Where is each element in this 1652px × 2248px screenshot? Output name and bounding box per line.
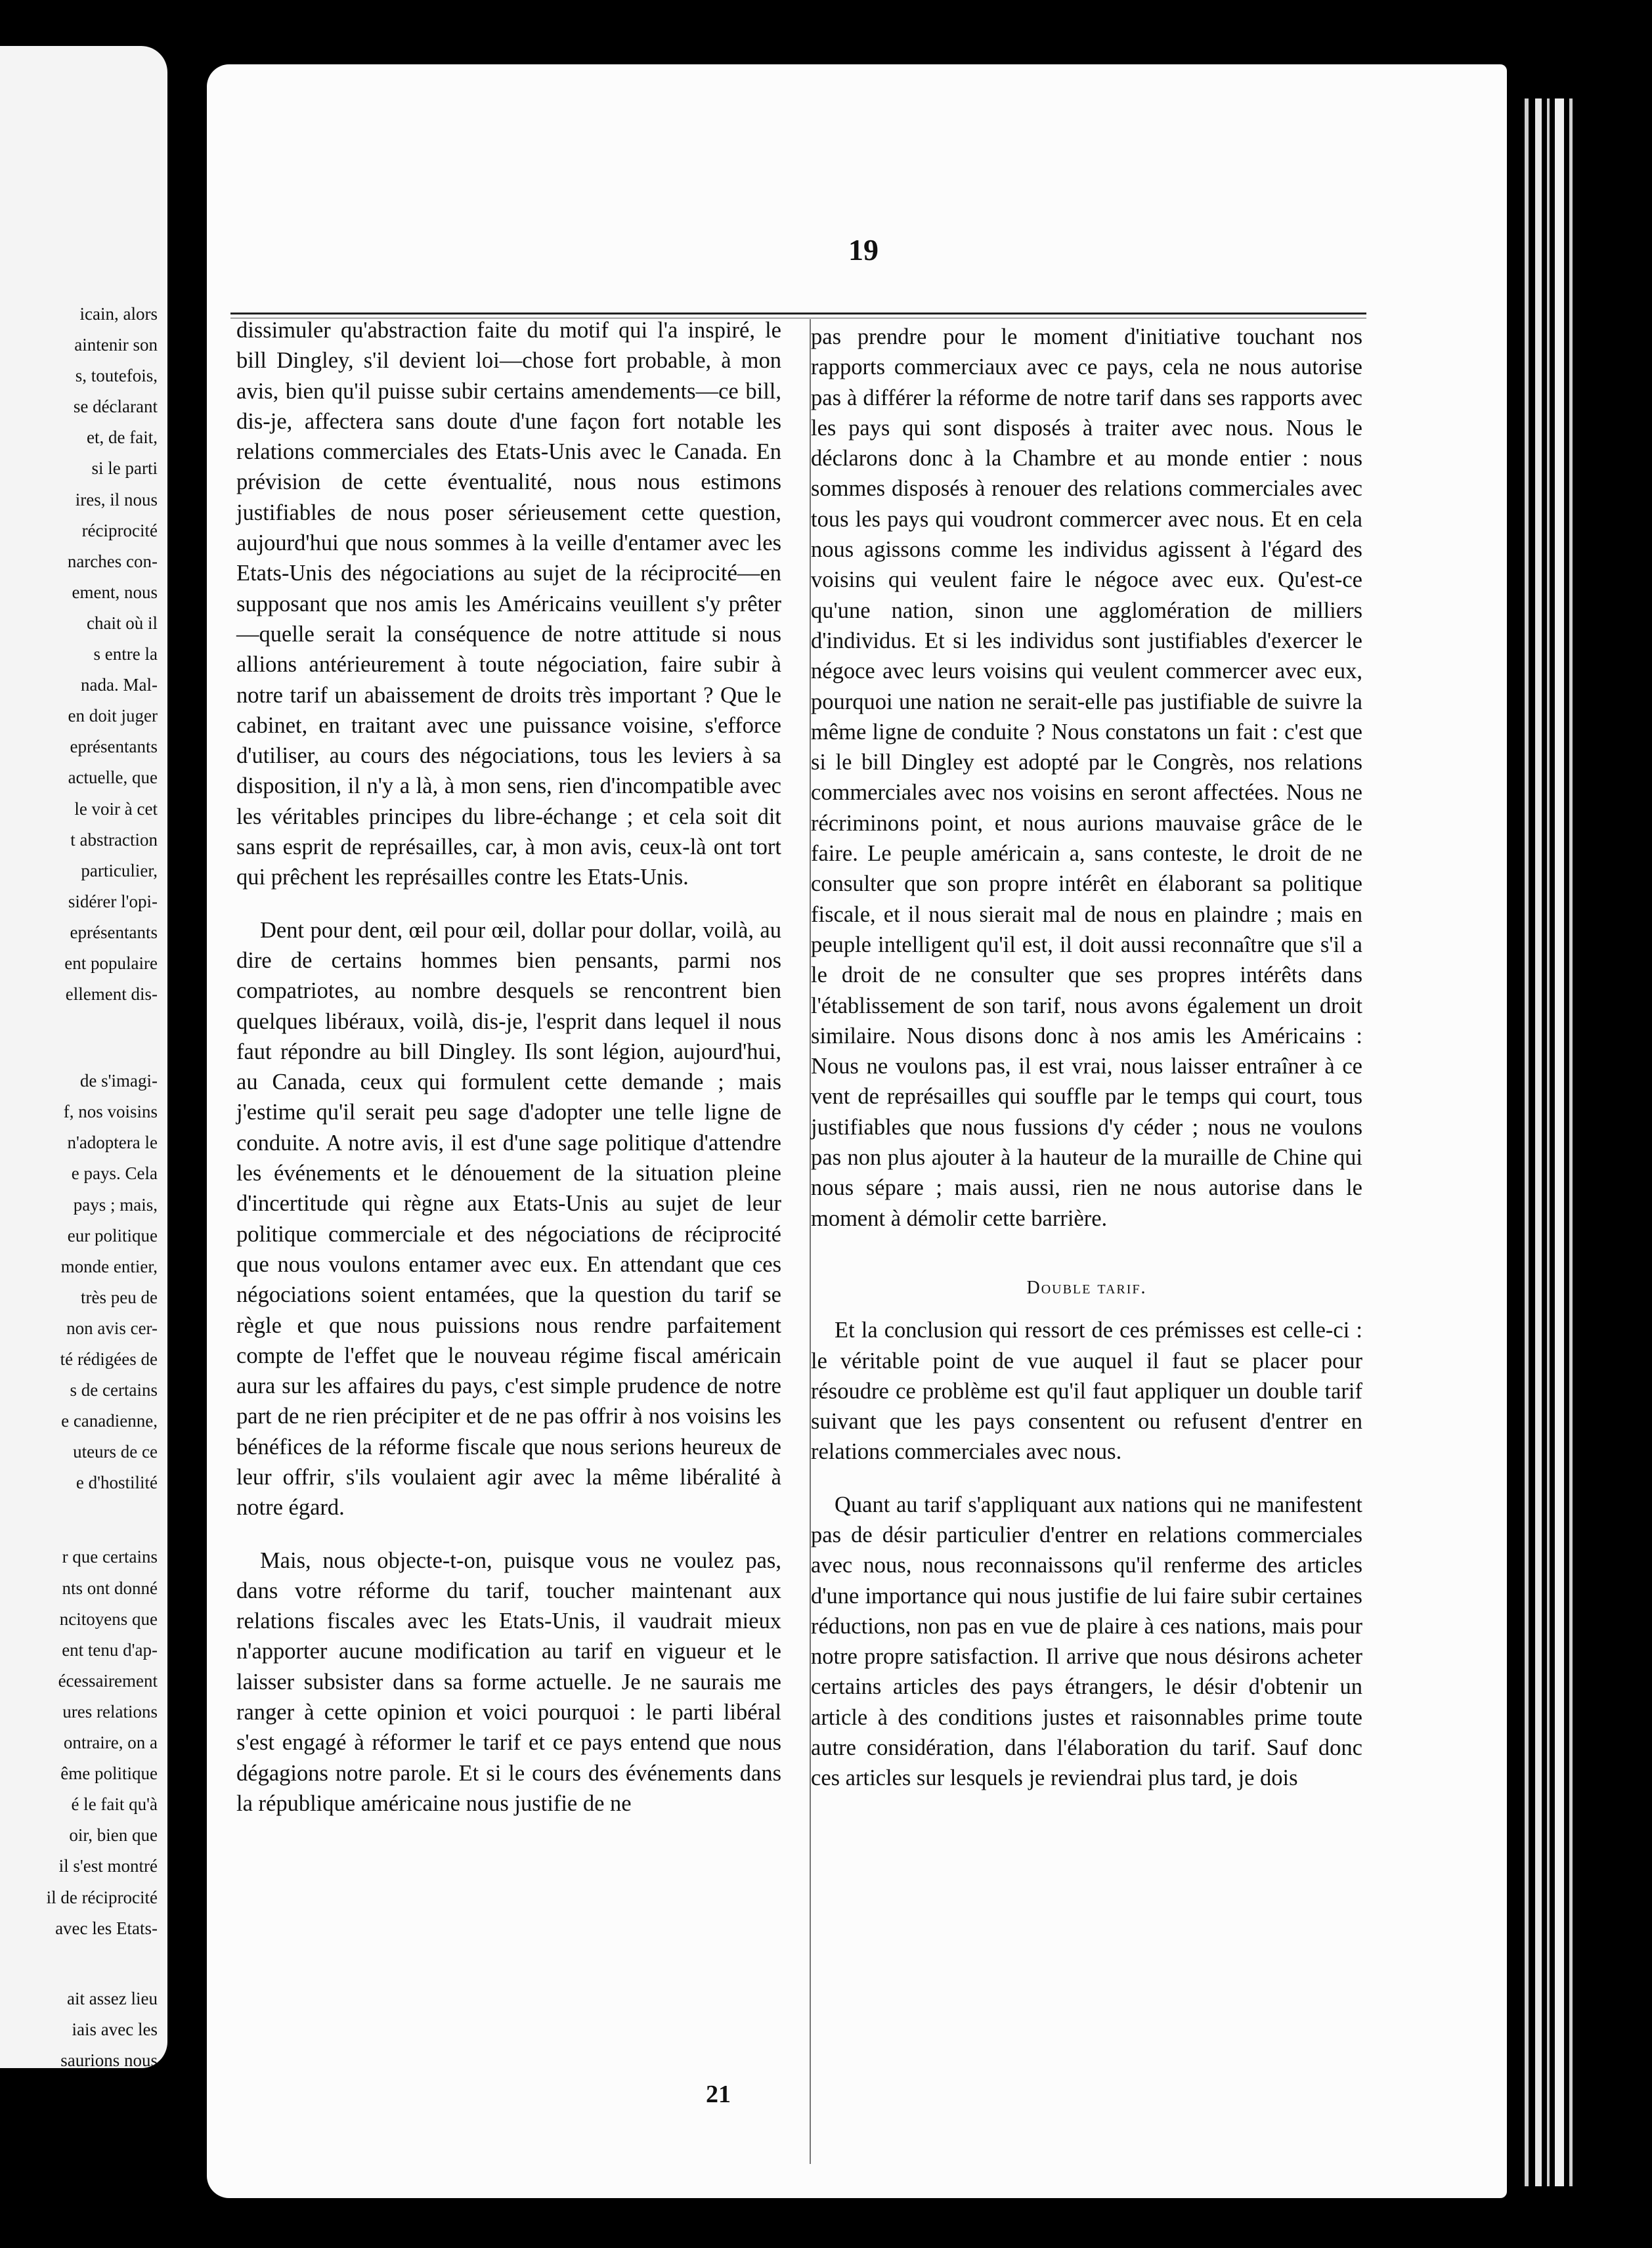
page-number: 19 xyxy=(848,233,879,267)
previous-page-line: oir, bien que xyxy=(69,1825,158,1846)
previous-page-line: chait où il xyxy=(87,613,158,633)
previous-page-line: nada. Mal- xyxy=(81,675,158,695)
previous-page-fragment xyxy=(0,46,167,2068)
paragraph: Et la conclusion qui ressort de ces prémisses est celle-ci : le véritable point de vue auquel il faut se placer pour résoudre ce problème est qu'il faut appliquer un double tarif suivant que les pays consentent ou refusent d'entrer en relations commerciales avec nous. xyxy=(811,1318,1362,1465)
previous-page-line: ellement dis- xyxy=(65,984,158,1005)
previous-page-line: n'adoptera le xyxy=(67,1133,158,1153)
previous-page-line: ontraire, on a xyxy=(63,1733,158,1753)
previous-page-line: ait assez lieu xyxy=(67,1988,158,2008)
previous-page-line: réciprocité xyxy=(81,520,158,540)
previous-page-line: iais avec les xyxy=(72,2019,158,2039)
previous-page-text xyxy=(0,299,164,2068)
previous-page-line: s entre la xyxy=(93,644,158,664)
page-edge-line xyxy=(1525,98,1529,2186)
previous-page-line: uteurs de ce xyxy=(73,1442,158,1462)
page-edge-line xyxy=(1569,98,1573,2186)
previous-page-line: ement, nous xyxy=(72,582,158,602)
previous-page-line: t abstraction xyxy=(70,829,158,850)
previous-page-line: et, de fait, xyxy=(87,427,158,448)
previous-page-line: écessairement xyxy=(58,1670,158,1691)
right-column xyxy=(811,322,1362,1794)
previous-page-line: narches con- xyxy=(67,551,158,571)
paragraph: pas prendre pour le moment d'initiative touchant nos rapports commerciaux avec ce pays, cela ne nous autorise pas à différer la réforme de notre tarif dans ses rapports avec les pays qui sont disposés à traiter avec nous. Nous le déclarons donc à la Chambre et au monde entier : nous sommes disposés à renouer des relations commerciales avec tous les pays qui voudront commercer avec nous. Et en cela nous agissons comme les individus agissent à l'égard des voisins qui veulent faire le négoce avec eux. Qu'est-ce qu'une nation, sinon une agglomération de milliers d'individus. Et si les individus sont justifiables d'exercer le négoce avec leurs voisins qui veulent commercer avec eux, pourquoi une nation ne serait-elle pas justifiable de suivre la même ligne de conduite ? Nous constatons un fait : c'est que si le bill Dingley est adopté par le Congrès, nos relations commerciales avec nos voisins en seront affectées. Nous ne récriminons point, et nous aurions mauvaise grâce de le faire. Le peuple américain a, sans conteste, le droit de ne consulter que son propre intérêt en élaborant sa politique fiscale, et il nous sierait mal de nous en plaindre ; mais en peuple intelligent qu'il est, il doit aussi reconnaître que s'il a le droit de ne consulter que ses propres intérêts dans l'établissement de son tarif, nous avons également un droit similaire. Nous disons donc à nos amis les Américains : Nous ne voulons pas, il est vrai, nous laisser entraîner à ce vent de représailles qui souffle par le temps qui court, tous justifiables que nous fussions d'y céder ; nous ne voulons pas non plus ajouter à la hauteur de la muraille de Chine qui nous sépare ; mais aussi, rien ne nous autorise dans le moment à démolir cette barrière. xyxy=(811,324,1362,1231)
previous-page-line: de s'imagi- xyxy=(79,1071,158,1091)
previous-page-line: f, nos voisins xyxy=(63,1102,158,1122)
section-heading: Double tarif. xyxy=(1026,1277,1147,1298)
previous-page-line: monde entier, xyxy=(60,1256,158,1276)
page-edge-line xyxy=(1547,98,1550,2186)
paragraph: Quant au tarif s'appliquant aux nations qui ne manifestent pas de désir particulier d'entrer en relations commerciales avec nous, nous reconnaissons qu'il renferme des articles d'une importance qui nous justifie de lui faire subir certaines réductions, non pas en vue de plaire à ces nations, mais pour notre propre satisfaction. Il arrive que nous désirons acheter certains articles des pays étrangers, le désir d'obtenir un article à des conditions justes et raisonnables prime toute autre considération, dans l'élaboration du tarif. Sauf donc ces articles sur lesquels je reviendrai plus tard, je dois xyxy=(811,1492,1362,1791)
previous-page-line: sidérer l'opi- xyxy=(68,891,158,911)
previous-page-line: s de certains xyxy=(70,1380,158,1400)
previous-page-line: s, toutefois, xyxy=(75,366,158,386)
previous-page-line: saurions nous xyxy=(60,2050,158,2068)
previous-page-line: é le fait qu'à xyxy=(71,1794,158,1815)
signature-mark: 21 xyxy=(706,2081,731,2108)
previous-page-line: ent tenu d'ap- xyxy=(62,1639,158,1660)
previous-page-line: ncitoyens que xyxy=(59,1609,158,1629)
previous-page-line: non avis cer- xyxy=(66,1318,158,1338)
previous-page-line: le voir à cet xyxy=(74,798,158,819)
left-column xyxy=(236,315,781,1819)
paragraph: Mais, nous objecte-t-on, puisque vous ne voulez pas, dans votre réforme du tarif, toucher maintenant aux relations fiscales avec les Etats-Unis, il vaudrait mieux n'apporter aucune modification au tarif en vigueur et le laisser subsister dans sa forme actuelle. Je ne saurais me ranger à cette opinion et voici pourquoi : le parti libéral s'est engagé à réformer le tarif et ce pays entend que nous dégagions notre parole. Et si le cours des événements dans la république américaine nous justifie de ne xyxy=(236,1547,781,1816)
previous-page-line: ires, il nous xyxy=(75,489,158,509)
book-edge xyxy=(1510,98,1652,2199)
page-edge-line xyxy=(1555,98,1564,2186)
previous-page-line: e canadienne, xyxy=(61,1411,158,1431)
previous-page-line: eprésentants xyxy=(70,922,158,942)
previous-page-line: eur politique xyxy=(67,1225,158,1245)
header-rule xyxy=(230,313,1366,314)
previous-page-line: icain, alors xyxy=(79,304,158,324)
previous-page-line: particulier, xyxy=(81,860,158,880)
previous-page-line: très peu de xyxy=(81,1287,158,1307)
previous-page-line: ures relations xyxy=(62,1701,158,1721)
previous-page-line: ême politique xyxy=(60,1763,158,1784)
previous-page-line: il de réciprocité xyxy=(46,1887,158,1907)
previous-page-line: il s'est montré xyxy=(58,1856,158,1876)
previous-page-line: eprésentants xyxy=(70,737,158,757)
previous-page-line: aintenir son xyxy=(74,335,158,355)
previous-page-line: té rédigées de xyxy=(60,1349,158,1369)
previous-page-line: actuelle, que xyxy=(68,767,158,788)
previous-page-line: se déclarant xyxy=(73,397,158,417)
previous-page-line: en doit juger xyxy=(68,706,158,726)
document-page xyxy=(207,64,1507,2198)
page-edge-line xyxy=(1535,98,1542,2186)
paragraph: dissimuler qu'abstraction faite du motif qui l'a inspiré, le bill Dingley, s'il devient loi—chose fort probable, à mon avis, bien qu'il puisse subir certains amendements—ce bill, dis-je, affectera sans doute d'une façon fort notable les relations commerciales des Etats-Unis avec le Canada. En prévision de cette éventualité, nous nous estimons justifiables de nous poser sérieusement cette question, aujourd'hui que nous sommes à la veille d'entamer avec les Etats-Unis des négociations au sujet de la réciprocité—en supposant que nos amis les Américains veuillent s'y prêter—quelle serait la conséquence de notre attitude si nous allions antérieurement à toute négociation, faire subir à notre tarif un abaissement de droits très important ? Que le cabinet, en traitant avec une puissance voisine, s'efforce d'utiliser, au cours des négociations, tous les leviers à sa disposition, il n'y a là, à mon sens, rien d'incompatible avec les véritables principes du libre-échange ; et cela soit dit sans esprit de représailles, car, à mon avis, ceux-là ont tort qui prêchent les représailles contre les Etats-Unis. xyxy=(236,318,781,890)
previous-page-line: si le parti xyxy=(91,458,158,479)
paragraph: Dent pour dent, œil pour œil, dollar pour dollar, voilà, au dire de certains hommes bien pensants, parmi nos compatriotes, au nombre desquels se rencontrent bien quelques libéraux, voilà, dis-je, l'esprit dans lequel il nous faut répondre au bill Dingley. Ils sont légion, aujourd'hui, au Canada, ceux qui formulent cette demande ; mais j'estime qu'il serait peu sage d'adopter une telle ligne de conduite. A notre avis, il est d'une sage politique d'attendre les événements et le dénouement de la situation pleine d'incertitude qui règne aux Etats-Unis au sujet de leur politique commerciale et des négociations de réciprocité que nous voulons entamer avec eux. En attendant que ces négociations soient entamées, que la question du tarif se règle et que nous puissions nous rendre parfaitement compte de l'effet que le nouveau régime fiscal américain aura sur les affaires du pays, c'est simple prudence de notre part de ne rien précipiter et de ne pas offrir à nos voisins les bénéfices de la réforme fiscale que nous serions heureux de leur offrir, s'ils voulaient agir avec la même libéralité à notre égard. xyxy=(236,917,781,1521)
previous-page-line: ent populaire xyxy=(64,953,158,973)
previous-page-line: nts ont donné xyxy=(62,1578,158,1598)
previous-page-line: e d'hostilité xyxy=(76,1473,158,1493)
previous-page-line: avec les Etats- xyxy=(55,1918,158,1938)
previous-page-line: r que certains xyxy=(62,1547,158,1567)
previous-page-line: pays ; mais, xyxy=(73,1194,158,1215)
previous-page-line: e pays. Cela xyxy=(71,1163,158,1184)
